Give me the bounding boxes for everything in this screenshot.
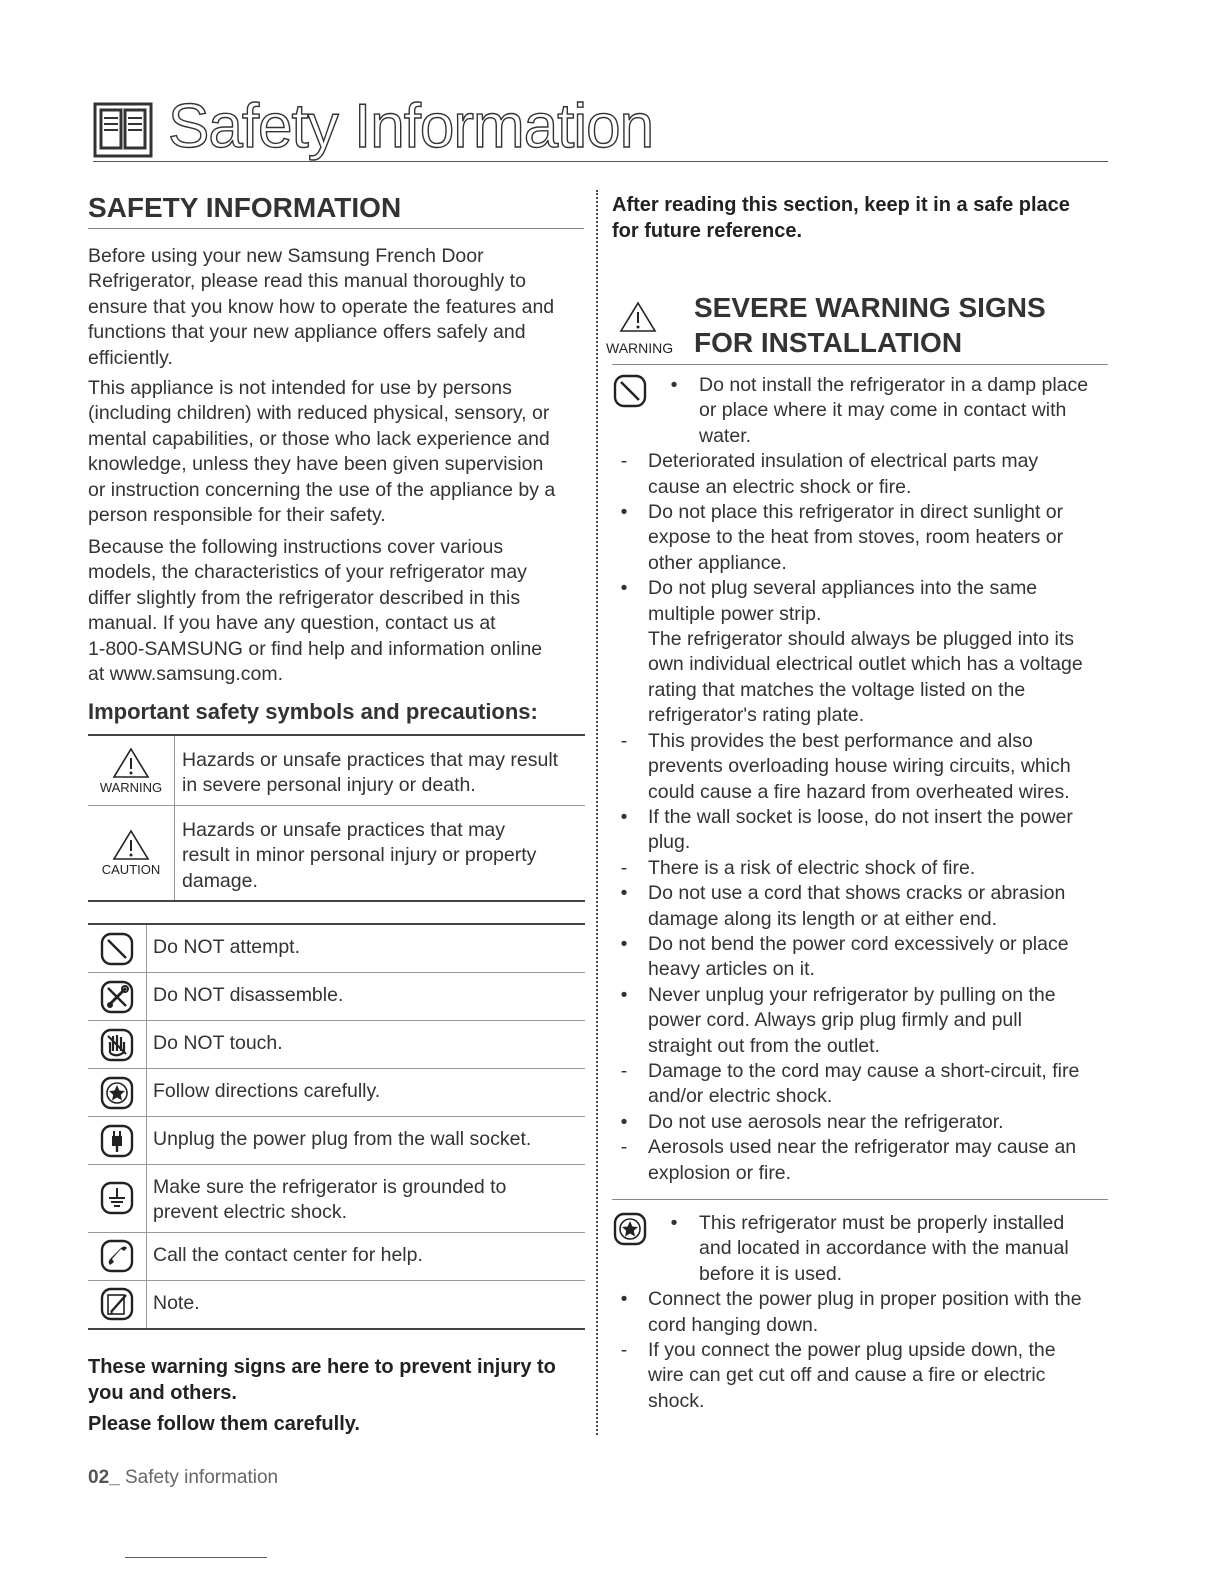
list-item	[612, 576, 1112, 728]
list-rule	[612, 1199, 1108, 1200]
page-number: 02_	[88, 1467, 120, 1488]
models-paragraph: Because the following instructions cover various models, the characteristics of your refrigerator may differ slightly from the refrigerator described in this manual. If you have any question, contact us at 1-800-SAMSUNG or find help and information online at www.samsung.com.	[88, 536, 543, 686]
list-subnote	[612, 729, 1112, 805]
list-item	[612, 1211, 1112, 1287]
caution-description: Hazards or unsafe practices that may result in minor personal injury or property damage.	[182, 818, 537, 892]
symbol-row: Follow directions carefully.	[88, 1069, 585, 1117]
unplug-icon	[99, 1123, 135, 1159]
list-item	[612, 1287, 1112, 1338]
list-line: Damage to the cord may cause a short-circuit, fire	[648, 1059, 1080, 1082]
list-line: rating that matches the voltage listed on the	[648, 678, 1026, 701]
list-line: damage along its length or at either end.	[648, 907, 998, 930]
dash-marker: -	[620, 729, 628, 752]
dash-marker: -	[620, 1339, 628, 1362]
list-line: plug.	[648, 831, 691, 854]
appliance-paragraph: This appliance is not intended for use by persons (including children) with reduced physical, sensory, or mental capabilities, or those who lack experience and knowledge, unless they have been given supervision or instruction concerning the use of the appliance by a person responsible for their safety.	[88, 377, 556, 527]
symbol-row: Call the contact center for help.	[88, 1233, 585, 1281]
heading-rule	[612, 364, 1108, 365]
dash-marker: -	[620, 1059, 628, 1082]
caution-icon-cell	[88, 806, 175, 900]
list-line: Aerosols used near the refrigerator may cause an	[648, 1136, 1077, 1159]
warning-row	[88, 734, 585, 806]
severe-warning-heading: SEVERE WARNING SIGNS FOR INSTALLATION	[694, 292, 1046, 358]
bullet-marker: •	[620, 1110, 628, 1133]
list-line: If you connect the power plug upside down, the	[648, 1339, 1056, 1362]
list-line: expose to the heat from stoves, room heaters or	[648, 526, 1064, 549]
symbol-row: Do NOT attempt.	[88, 925, 585, 973]
dash-marker: -	[620, 1136, 628, 1159]
bullet-marker: •	[670, 374, 678, 396]
list-line: own individual electrical outlet which has a voltage	[648, 653, 1083, 676]
list-line: heavy articles on it.	[648, 958, 815, 981]
warning-label: WARNING	[99, 779, 163, 795]
symbol-table	[88, 923, 585, 1330]
list-line: other appliance.	[648, 551, 787, 574]
caution-row	[88, 806, 585, 902]
list-item	[612, 983, 1112, 1059]
list-line: Do not place this refrigerator in direct sunlight or	[648, 501, 1064, 524]
bullet-marker: •	[620, 1288, 628, 1311]
caution-triangle-icon	[111, 828, 151, 862]
title-rule	[93, 161, 1108, 162]
no-disassembly-icon	[99, 979, 135, 1015]
symbol-row: Do NOT touch.	[88, 1021, 585, 1069]
list-line: could cause a fire hazard from overheated wires.	[648, 780, 1070, 803]
caution-label: CAUTION	[101, 862, 161, 878]
star-icon	[99, 1075, 135, 1111]
list-line: Connect the power plug in proper position with the	[648, 1288, 1082, 1311]
warning-triangle-icon	[618, 300, 658, 334]
prohibited-icon	[99, 931, 135, 967]
list-subnote	[612, 856, 1112, 881]
list-line: cause an electric shock or fire.	[648, 475, 912, 498]
warning-note: These warning signs are here to prevent injury to you and others. Please follow them carefully.	[88, 1356, 556, 1435]
dash-marker: -	[620, 450, 628, 473]
severe-warning-icon	[606, 300, 676, 362]
bullet-marker: •	[670, 1212, 678, 1234]
footer	[88, 1467, 278, 1489]
list-line: Never unplug your refrigerator by pulling on the	[648, 983, 1056, 1006]
warning-description: Hazards or unsafe practices that may result in severe personal injury or death.	[182, 749, 559, 797]
list-line: power cord. Always grip plug firmly and pull	[648, 1009, 1022, 1032]
list-item	[612, 881, 1112, 932]
list-line: before it is used.	[699, 1262, 843, 1285]
list-line: straight out from the outlet.	[648, 1034, 880, 1057]
phone-icon	[99, 1238, 135, 1274]
list-line: Do not bend the power cord excessively or place	[648, 932, 1069, 955]
list-line: explosion or fire.	[648, 1161, 792, 1184]
list-line: There is a risk of electric shock of fire.	[648, 856, 976, 879]
heading-rule	[88, 228, 584, 229]
bullet-marker: •	[620, 501, 628, 524]
installation-warnings-list	[612, 373, 1112, 1186]
symbol-row: Make sure the refrigerator is grounded to prevent electric shock.	[88, 1165, 585, 1233]
list-line: The refrigerator should always be plugged into its	[648, 628, 1074, 651]
section-heading: SAFETY INFORMATION	[88, 192, 402, 223]
list-line: Do not use aerosols near the refrigerator.	[648, 1110, 1004, 1133]
list-line: prevents overloading house wiring circuits, which	[648, 755, 1071, 778]
list-line: Do not install the refrigerator in a damp place	[699, 374, 1089, 396]
manual-book-icon	[93, 102, 153, 158]
warning-table	[88, 734, 585, 902]
list-line: refrigerator's rating plate.	[648, 704, 865, 727]
list-line: If the wall socket is loose, do not insert the power	[648, 805, 1073, 828]
list-line: cord hanging down.	[648, 1313, 819, 1336]
no-touch-icon	[99, 1027, 135, 1063]
bullet-marker: •	[620, 805, 628, 828]
installation-directions-list	[612, 1211, 1112, 1414]
list-item	[612, 932, 1112, 983]
warning-icon-cell	[88, 736, 175, 805]
list-line: and/or electric shock.	[648, 1085, 833, 1108]
list-item	[612, 373, 1112, 449]
column-divider	[596, 190, 598, 1435]
list-subnote	[612, 1338, 1112, 1414]
footer-line	[125, 1557, 267, 1558]
page-title: Safety Information	[168, 92, 654, 161]
list-line: This refrigerator must be properly installed	[699, 1212, 1065, 1234]
bullet-marker: •	[620, 882, 628, 905]
intro-paragraph: Before using your new Samsung French Door Refrigerator, please read this manual thoroughly to ensure that you know how to operate the features and functions that your new appliance offers safely and efficiently.	[88, 245, 555, 369]
ground-icon	[99, 1180, 135, 1216]
list-line: Deteriorated insulation of electrical parts may	[648, 450, 1039, 473]
symbol-row: Note.	[88, 1281, 585, 1328]
symbol-row: Do NOT disassemble.	[88, 973, 585, 1021]
list-item	[612, 500, 1112, 576]
list-line: multiple power strip.	[648, 602, 822, 625]
list-line: shock.	[648, 1389, 705, 1412]
footer-label: Safety information	[124, 1467, 279, 1488]
list-line: or place where it may come in contact with	[699, 399, 1067, 422]
keep-reference-note: After reading this section, keep it in a safe place for future reference.	[612, 194, 1070, 242]
list-line: This provides the best performance and also	[648, 729, 1033, 752]
bullet-marker: •	[620, 983, 628, 1006]
list-subnote	[612, 449, 1112, 500]
list-line: Do not plug several appliances into the same	[648, 577, 1038, 600]
list-item	[612, 805, 1112, 856]
symbols-heading: Important safety symbols and precautions:	[88, 699, 538, 724]
list-line: water.	[699, 424, 752, 447]
warning-label: WARNING	[606, 340, 674, 356]
note-icon	[99, 1286, 135, 1322]
symbol-row: Unplug the power plug from the wall socket.	[88, 1117, 585, 1165]
warning-triangle-icon	[111, 746, 151, 780]
list-subnote	[612, 1059, 1112, 1110]
list-line: Do not use a cord that shows cracks or abrasion	[648, 882, 1066, 905]
bullet-marker: •	[620, 932, 628, 955]
dash-marker: -	[620, 856, 628, 879]
bullet-marker: •	[620, 577, 628, 600]
list-line: and located in accordance with the manual	[699, 1237, 1069, 1260]
list-line: wire can get cut off and cause a fire or electric	[648, 1364, 1046, 1387]
list-item	[612, 1110, 1112, 1135]
list-subnote	[612, 1135, 1112, 1186]
